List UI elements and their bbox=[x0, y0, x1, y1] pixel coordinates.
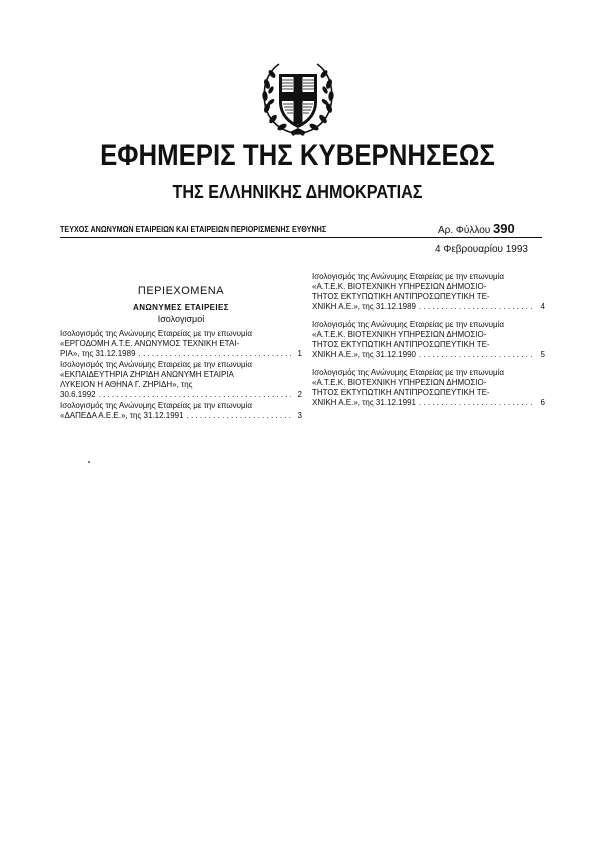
entry-line: «Α.Τ.Ε.Κ. ΒΙΟΤΕΧΝΙΚΗ ΥΠΗΡΕΣΙΩΝ ΔΗΜΟΣΙΟ- bbox=[312, 282, 487, 291]
contents-entry bbox=[312, 368, 545, 408]
contents-entry bbox=[60, 329, 302, 359]
entry-last-line bbox=[60, 349, 302, 359]
entry-line: ΛΥΚΕΙΟΝ Η ΑΘΗΝΑ Γ. ΖΗΡΙΔΗ», της bbox=[60, 380, 193, 389]
sheet-number: 390 bbox=[493, 221, 515, 236]
entry-line: ΧΝΙΚΗ Α.Ε.», της 31.12.1990 bbox=[312, 350, 416, 359]
page-number: 2 bbox=[297, 390, 302, 399]
dot-leader bbox=[419, 302, 534, 312]
entry-line: Ισολογισμός της Ανώνυμης Εταιρείας με την επωνυμία bbox=[60, 360, 253, 369]
contents-heading: ΠΕΡΙΕΧΟΜΕΝΑ bbox=[137, 285, 225, 297]
dot-leader bbox=[419, 350, 534, 360]
entry-line: «Α.Τ.Ε.Κ. ΒΙΟΤΕΧΝΙΚΗ ΥΠΗΡΕΣΙΩΝ ΔΗΜΟΣΙΟ- bbox=[312, 330, 487, 339]
gazette-subtitle: ΤΗΣ ΕΛΛΗΝΙΚΗΣ ΔΗΜΟΚΡΑΤΙΑΣ bbox=[172, 182, 423, 202]
entry-line: ΡΙΑ», της 31.12.1989 bbox=[60, 349, 136, 358]
contents-entry bbox=[60, 401, 302, 421]
contents-left-column bbox=[60, 283, 302, 422]
page-number: 3 bbox=[297, 411, 302, 420]
entry-line: Ισολογισμός της Ανώνυμης Εταιρείας με την επωνυμία bbox=[312, 272, 505, 281]
entry-line: ΤΗΤΟΣ ΕΚΤΥΠΩΤΙΚΗ ΑΝΤΙΠΡΟΣΩΠΕΥΤΙΚΗ ΤΕ- bbox=[312, 388, 490, 397]
entry-last-line bbox=[60, 411, 302, 421]
dot-leader bbox=[187, 411, 291, 421]
entry-last-line bbox=[60, 390, 302, 400]
issue-type: ΤΕΥΧΟΣ ΑΝΩΝΥΜΩΝ ΕΤΑΙΡΕΙΩΝ ΚΑΙ ΕΤΑΙΡΕΙΩΝ ΠΕΡΙΟΡΙΣΜΕΝΗΣ ΕΥΘΥΝΗΣ bbox=[60, 225, 327, 234]
entry-last-line bbox=[312, 398, 545, 408]
entry-line: ΧΝΙΚΗ Α.Ε.», της 31.12.1989 bbox=[312, 302, 416, 311]
contents-entry bbox=[312, 272, 545, 312]
entry-line: «ΔΑΠΕΔΑ Α.Ε.Ε.», της 31.12.1991 bbox=[60, 411, 184, 420]
entry-line: «ΕΡΓΟΔΟΜΗ Α.Τ.Ε. ΑΝΩΝΥΜΟΣ ΤΕΧΝΙΚΗ ΕΤΑΙ- bbox=[60, 339, 240, 348]
page-number: 5 bbox=[540, 350, 545, 359]
entry-line: Ισολογισμός της Ανώνυμης Εταιρείας με την επωνυμία bbox=[312, 320, 505, 329]
dot-leader bbox=[419, 398, 534, 408]
dot-leader bbox=[99, 390, 291, 400]
entry-line: «Α.Τ.Ε.Κ. ΒΙΟΤΕΧΝΙΚΗ ΥΠΗΡΕΣΙΩΝ ΔΗΜΟΣΙΟ- bbox=[312, 378, 487, 387]
contents-right-column bbox=[312, 272, 545, 416]
page-number: 4 bbox=[540, 302, 545, 311]
entry-line: Ισολογισμός της Ανώνυμης Εταιρείας με την επωνυμία bbox=[60, 401, 253, 410]
entry-line: ΤΗΤΟΣ ΕΚΤΥΠΩΤΙΚΗ ΑΝΤΙΠΡΟΣΩΠΕΥΤΙΚΗ ΤΕ- bbox=[312, 340, 490, 349]
scan-speck bbox=[88, 461, 90, 463]
gazette-title: ΕΦΗΜΕΡΙΣ ΤΗΣ ΚΥΒΕΡΝΗΣΕΩΣ bbox=[100, 139, 495, 172]
contents-entry bbox=[60, 360, 302, 400]
issue-date: 4 Φεβρουαρίου 1993 bbox=[435, 244, 528, 255]
entry-last-line bbox=[312, 302, 545, 312]
page-number: 1 bbox=[297, 349, 302, 358]
entry-line: ΧΝΙΚΗ Α.Ε.», της 31.12.1991 bbox=[312, 398, 416, 407]
dot-leader bbox=[139, 349, 291, 359]
entry-last-line bbox=[312, 350, 545, 360]
header-rule bbox=[60, 237, 542, 238]
page-number: 6 bbox=[540, 398, 545, 407]
entry-line: «ΕΚΠΑΙΔΕΥΤΗΡΙΑ ΖΗΡΙΔΗ ΑΝΩΝΥΜΗ ΕΤΑΙΡΙΑ bbox=[60, 370, 234, 379]
section-heading: ΑΝΩΝΥΜΕΣ ΕΤΑΙΡΕΙΕΣ bbox=[133, 303, 229, 312]
entry-line: Ισολογισμός της Ανώνυμης Εταιρείας με την επωνυμία bbox=[312, 368, 505, 377]
sheet-number-label bbox=[438, 222, 515, 238]
sheet-label: Αρ. Φύλλου bbox=[438, 225, 491, 236]
contents-entry bbox=[312, 320, 545, 360]
subsection-heading: Ισολογισμοί bbox=[157, 314, 205, 324]
coat-of-arms-emblem bbox=[257, 56, 339, 138]
entry-line: 30.6.1992 bbox=[60, 390, 96, 399]
entry-line: ΤΗΤΟΣ ΕΚΤΥΠΩΤΙΚΗ ΑΝΤΙΠΡΟΣΩΠΕΥΤΙΚΗ ΤΕ- bbox=[312, 292, 490, 301]
entry-line: Ισολογισμός της Ανώνυμης Εταιρείας με την επωνυμία bbox=[60, 329, 253, 338]
